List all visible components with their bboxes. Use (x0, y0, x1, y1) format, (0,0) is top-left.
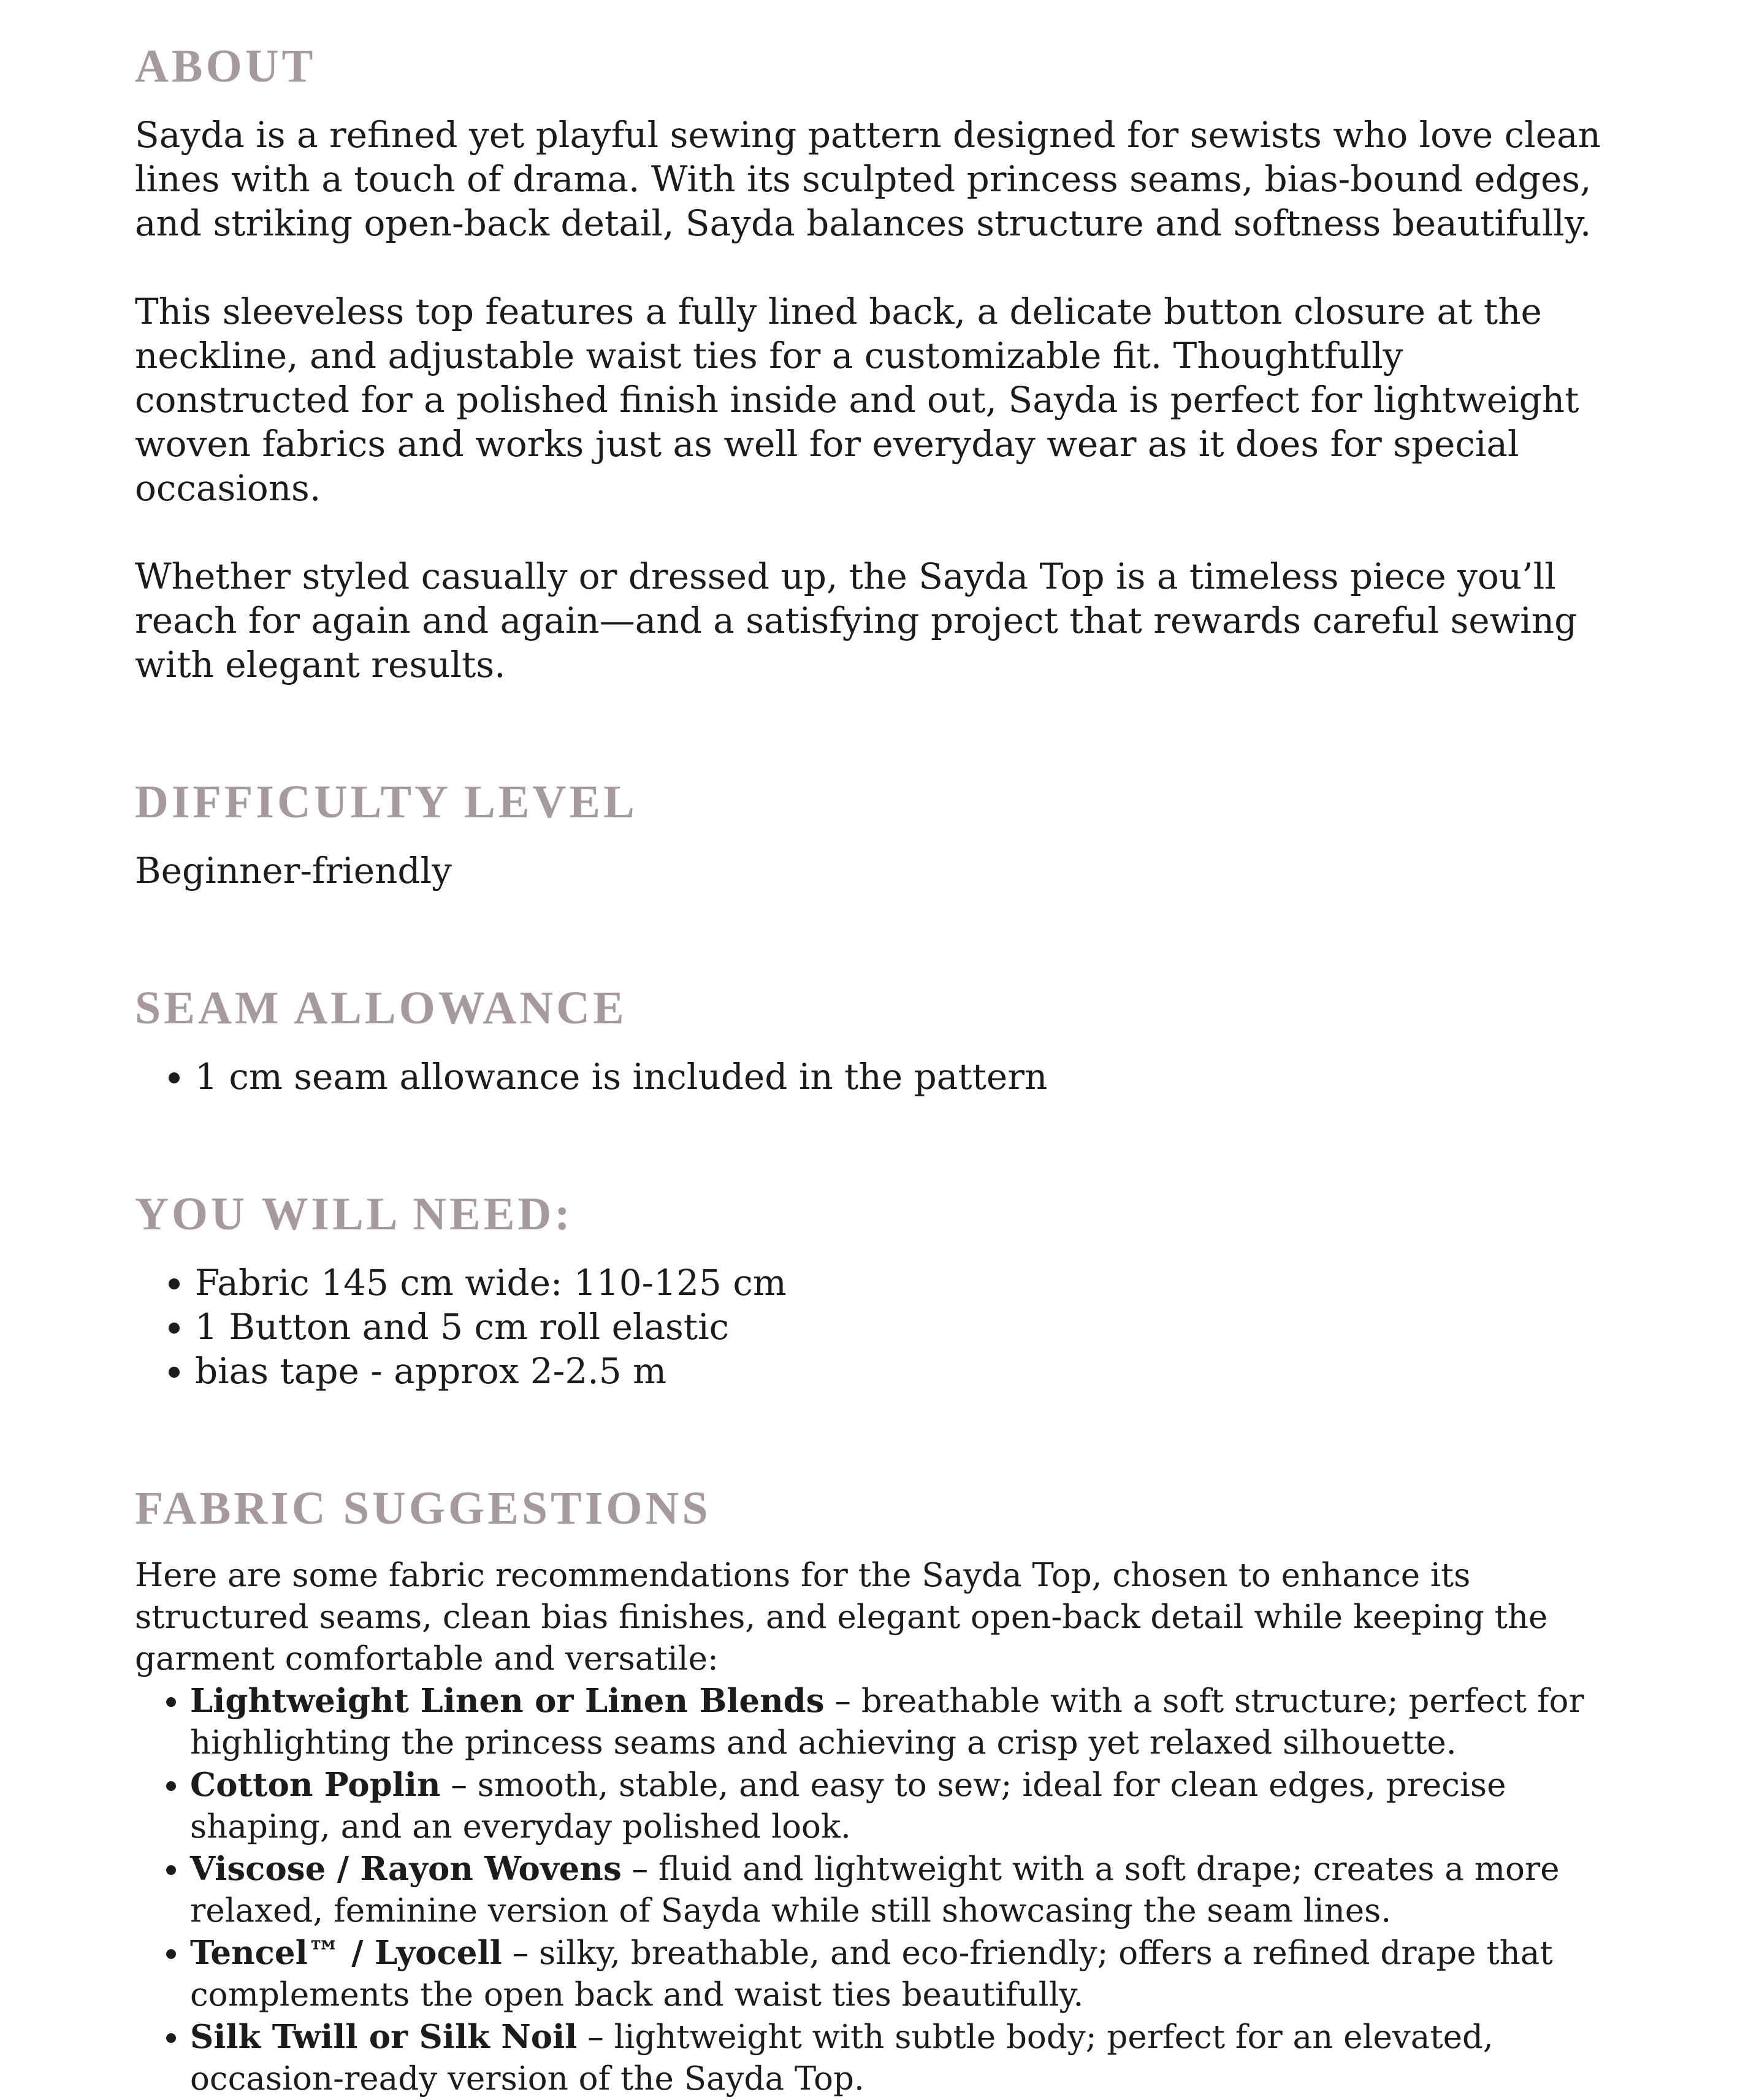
you-will-need-list (135, 1261, 1625, 1393)
list-item (190, 1848, 1625, 1932)
fabric-name: Viscose / Rayon Wovens (190, 1850, 622, 1888)
document-page (135, 40, 1625, 2100)
list-item (190, 2016, 1625, 2100)
list-item (190, 1932, 1625, 2016)
section-spacer (135, 1393, 1625, 1485)
fabric-suggestions-heading: FABRIC SUGGESTIONS (135, 1483, 711, 1534)
difficulty-text: Beginner-friendly (135, 850, 452, 892)
difficulty-section (135, 776, 1625, 893)
fabric-suggestions-section (135, 1485, 1625, 2100)
about-section (135, 40, 1625, 687)
section-spacer (135, 1099, 1625, 1191)
about-paragraph-1: Sayda is a refined yet playful sewing pattern designed for sewists who love clean lines with a touch of drama. With its sculpted princess seams, bias-bound edges, and striking open-back detail, Sayda balances structure and softness beautifully. (135, 114, 1601, 244)
fabric-name: Silk Twill or Silk Noil (190, 2018, 578, 2056)
about-paragraph-2: This sleeveless top features a fully lined back, a delicate button closure at the neckline, and adjustable waist ties for a customizable fit. Thoughtfully constructed for a polished finish inside and out, Sayda is perfect for lightweight woven fabrics and works just as well for everyday wear as it does for special occasions. (135, 291, 1579, 509)
fabric-suggestions-intro: Here are some fabric recommendations for the Sayda Top, chosen to enhance its structured seams, clean bias finishes, and elegant open-back detail while keeping the garment comfortable and versatile: (135, 1557, 1548, 1678)
list-item: • 1 cm seam allowance is included in the pattern (195, 1055, 1625, 1099)
fabric-description: – fluid and lightweight with a soft drape; creates a more relaxed, feminine version of Sayda while still showcasing the seam lines. (190, 1850, 1560, 1930)
fabric-name: Lightweight Linen or Linen Blends (190, 1682, 825, 1720)
fabric-description: – lightweight with subtle body; perfect for an elevated, occasion-ready version of the Sayda Top. (190, 2018, 1494, 2098)
fabric-description: – silky, breathable, and eco-friendly; offers a refined drape that complements the open back and waist ties beautifully. (190, 1934, 1553, 2014)
list-item: • bias tape - approx 2-2.5 m (195, 1349, 1625, 1393)
seam-allowance-list (135, 1055, 1625, 1099)
seam-allowance-section (135, 982, 1625, 1099)
about-paragraph-3: Whether styled casually or dressed up, the Sayda Top is a timeless piece you’ll reach for again and again—and a satisfying project that rewards careful sewing with elegant results. (135, 556, 1578, 685)
you-will-need-section (135, 1188, 1625, 1393)
difficulty-heading: DIFFICULTY LEVEL (135, 776, 638, 828)
you-will-need-heading: YOU WILL NEED: (135, 1188, 573, 1240)
fabric-suggestions-list (135, 1680, 1625, 2100)
seam-allowance-heading: SEAM ALLOWANCE (135, 982, 627, 1034)
list-item: • Fabric 145 cm wide: 110-125 cm (195, 1261, 1625, 1305)
fabric-description: – breathable with a soft structure; perfect for highlighting the princess seams and achieving a crisp yet relaxed silhouette. (190, 1682, 1584, 1762)
list-item: • 1 Button and 5 cm roll elastic (195, 1305, 1625, 1349)
fabric-name: Cotton Poplin (190, 1766, 441, 1804)
about-heading: ABOUT (135, 40, 316, 92)
list-item (190, 1680, 1625, 1764)
list-item (190, 1764, 1625, 1848)
section-spacer (135, 893, 1625, 985)
fabric-name: Tencel™ / Lyocell (190, 1934, 502, 1972)
fabric-description: – smooth, stable, and easy to sew; ideal for clean edges, precise shaping, and an everyday polished look. (190, 1766, 1506, 1846)
section-spacer (135, 687, 1625, 779)
